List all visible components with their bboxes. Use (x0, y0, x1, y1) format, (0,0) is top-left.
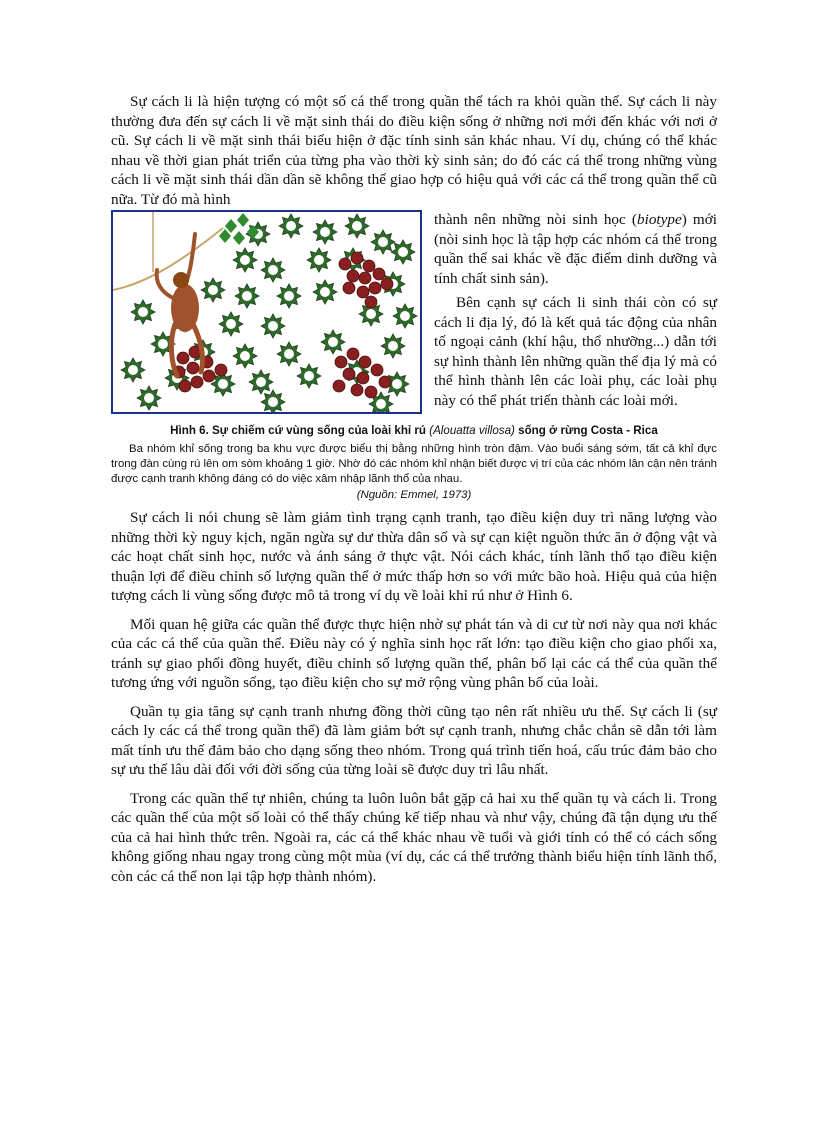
monkey-group-circle (363, 260, 375, 272)
monkey-group-circle (203, 370, 215, 382)
monkey-tail (157, 270, 173, 298)
paragraph-5: Quần tụ gia tăng sự cạnh tranh nhưng đồng thời cũng tạo nên rất nhiều ưu thế. Sự cách li (sự cách ly các cá thể trong quần thể) đã làm giảm bớt sự cạnh tranh, nhưng chắc chắn sẽ dẫn tới làm mất tính ưu thế đảm bảo cho dạng sống theo nhóm. Trong quá trình tiến hoá, cấu trúc đảm bảo cho sự ưu thế lâu dài đối với đời sống của từng loài sẽ được duy trì lâu nhất. (111, 702, 717, 778)
paragraph-1: Sự cách li là hiện tượng có một số cá thể trong quần thể tách ra khỏi quần thể. Sự cách li này thường đưa đến sự cách li về mặt sinh thái do điều kiện sống ở những nơi mới đến khác với nơi ở cũ. Sự cách li về mặt sinh thái biểu hiện ở đặc tính sinh sản khác nhau. Ví dụ, chúng có thể khác nhau về thời gian phát triển của từng pha vào thời kỳ sinh sản; do đó các cá thể trong những vùng cách li về mặt sinh thái dần dần sẽ không thể giao hợp có hiệu quả với các cá thể trong quần thể cũ nữa. Từ đó mà hình (111, 93, 717, 208)
monkey-group-circle (365, 386, 377, 398)
monkey-group-circle (187, 362, 199, 374)
monkey-arm (187, 234, 195, 280)
monkey-group-circle (339, 258, 351, 270)
tree-crown (391, 240, 415, 264)
monkey-group-circle (177, 352, 189, 364)
tree-crown (137, 386, 161, 410)
tree-crown (261, 314, 285, 338)
monkey-group-circle (365, 296, 377, 308)
monkey-group-circle (351, 384, 363, 396)
paragraph-6: Trong các quần thể tự nhiên, chúng ta luôn luôn bắt gặp cả hai xu thế quần tụ và cách li. Trong các quần thể của một số loài có thể thấy chúng kế tiếp nhau và như vậy, chúng đã tận dụng ưu thế của cả hai hình thức trên. Ngoài ra, các cá thể khác nhau về tuổi và giới tính có thể có cách sống không giống nhau ngay trong cùng một mùa (ví dụ, các cá thể trưởng thành biểu hiện tính lãnh thổ, còn các cá thể non lại tập hợp thành nhóm). (111, 789, 717, 885)
monkey-group-circle (347, 348, 359, 360)
tree-crown (307, 248, 331, 272)
tree-crown (261, 258, 285, 282)
vine-rope (113, 212, 223, 290)
caption-scientific-name: (Alouatta villosa) (429, 424, 515, 437)
monkey-group-circle (359, 356, 371, 368)
tree-crown (233, 248, 257, 272)
tree-crown (313, 220, 337, 244)
page (111, 92, 717, 886)
leaf (237, 213, 249, 227)
tree-crown (371, 230, 395, 254)
leaf (219, 229, 231, 243)
tree-crown (121, 358, 145, 382)
monkey-group-circle (351, 252, 363, 264)
tree-crown (233, 344, 257, 368)
tree-crown (393, 304, 417, 328)
monkey-group-circle (357, 372, 369, 384)
tree-crowns (121, 214, 417, 412)
monkey-group-circle (335, 356, 347, 368)
tree-crown (201, 278, 225, 302)
biotype-text-pre: thành nên những nòi sinh học ( (434, 211, 637, 228)
figure-side-text (434, 210, 717, 414)
leaf (233, 231, 245, 245)
tree-crown (321, 330, 345, 354)
tree-crown (277, 284, 301, 308)
caption-title-pre: Hình 6. Sự chiếm cứ vùng sống của loài khỉ rú (170, 424, 430, 437)
tree-crown (235, 284, 259, 308)
figure-row (111, 210, 717, 414)
rope-line (113, 228, 223, 290)
howler-monkey-territory-illustration (113, 212, 420, 412)
tree-crown (381, 334, 405, 358)
monkey-group-circle (357, 286, 369, 298)
paragraph-3: Sự cách li nói chung sẽ làm giảm tình trạng cạnh tranh, tạo điều kiện duy trì năng lượng vào những thời kỳ nguy kịch, ngăn ngừa sự dư thừa dân số và sự cạn kiệt nguồn thức ăn ở động vật và các hoạt chất sinh học, nước và ánh sáng ở thực vật. Nói cách khác, tính lãnh thổ tạo điều kiện thuận lợi để điều chỉnh số lượng quần thể ở mức thấp hơn so với mức bão hoà. Hiệu quả của hiện tượng cách li vùng sống được mô tả trong ví dụ về loài khỉ rú như ở Hình 6. (111, 509, 717, 604)
caption-title-post: sống ở rừng Costa - Rica (514, 424, 658, 437)
monkey-group-circle (215, 364, 227, 376)
figure-caption-title (111, 424, 717, 437)
monkey-group-circle (343, 282, 355, 294)
monkey-group-circle (179, 380, 191, 392)
monkey-group-circle (333, 380, 345, 392)
tree-crown (249, 370, 273, 394)
biotype-term: biotype (637, 211, 682, 228)
biotype-text-post: ) mới (nòi sinh học là tập hợp các nhóm cá thể trong quần thể sai khác về đặc điểm dinh dưỡng và tính chất sinh sản). (434, 211, 717, 287)
monkey-group-circle (347, 270, 359, 282)
monkey-group-circle (371, 364, 383, 376)
monkey-group-circle (373, 268, 385, 280)
tree-crown (313, 280, 337, 304)
tree-crown (345, 214, 369, 238)
monkey-group-circle (191, 376, 203, 388)
figure-caption-description: Ba nhóm khỉ sống trong ba khu vực được biểu thị bằng những hình tròn đậm. Vào buổi sáng sớm, tất cả khỉ đực trong đàn cùng rú lên om sòm khoảng 1 giờ. Nhờ đó các nhóm khỉ nhận biết được vị trí của các nhóm lân cận nên tránh được cạnh tranh không đáng có do việc xâm nhập lãnh thổ của nhau. (111, 443, 717, 485)
leaf (225, 219, 237, 233)
monkey-group-circle (359, 272, 371, 284)
tree-crown (297, 364, 321, 388)
monkey-group-circle (343, 368, 355, 380)
figure-caption-source: (Nguồn: Emmel, 1973) (356, 489, 472, 501)
tree-crown (277, 342, 301, 366)
monkey-head (173, 272, 189, 288)
tree-crown (261, 390, 285, 412)
paragraph-4: Mối quan hệ giữa các quần thể được thực hiện nhờ sự phát tán và di cư từ nơi này qua nơi khác của các cá thể của quần thể. Điều này có ý nghĩa sinh học rất lớn: tạo điều kiện cho giao phối xa, tránh sự giao phối đồng huyết, điều chỉnh số lượng quần thể, phân bố lại các cá thể của quần thể tương ứng với nguồn sống, tạo điều kiện cho sự mở rộng vùng phân bố của loài. (111, 615, 717, 691)
monkey-group-circle (379, 376, 391, 388)
paragraph-biotype (434, 210, 717, 288)
paragraph-geographic-isolation: Bên cạnh sự cách li sinh thái còn có sự cách li địa lý, đó là kết quả tác động của nhân tố ngoại cảnh (khí hậu, thổ nhưỡng...) dẫn tới sự hình thành lên những quần thể địa lý mà có thể hình thành lên các loài phụ, các loài phụ này có thể phát triển thành các loài mới. (434, 294, 717, 409)
monkey-leg (171, 324, 177, 376)
figure-6-image (111, 210, 422, 414)
tree-crown (219, 312, 243, 336)
monkey-group-circle (381, 278, 393, 290)
tree-crown (279, 214, 303, 238)
tree-crown (131, 300, 155, 324)
monkey-group-circle (369, 282, 381, 294)
